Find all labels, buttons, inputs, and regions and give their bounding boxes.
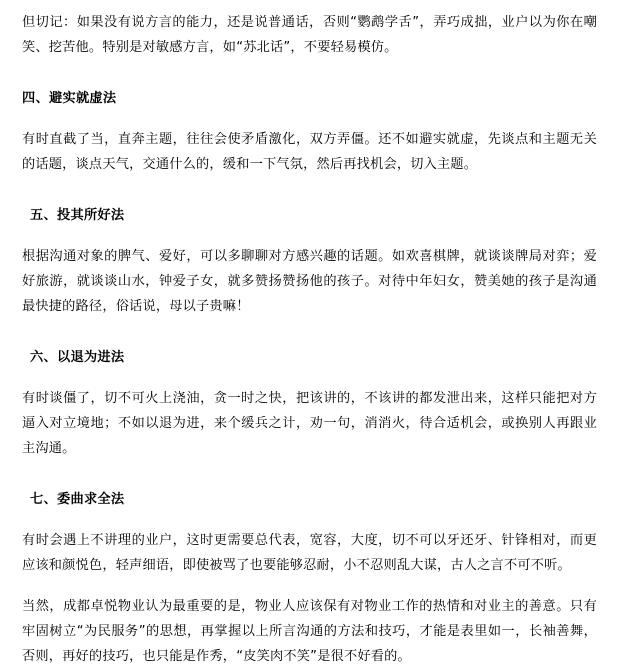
heading-7: 七、委曲求全法 <box>30 492 125 507</box>
paragraph-5: 根据沟通对象的脾气、爱好，可以多聊聊对方感兴趣的话题。如欢喜棋牌，就谈谈牌局对弈；爱好旅游，就谈谈山水，钟爱子女，就多赞扬赞扬他的孩子。对待中年妇女，赞美她的孩子是沟通最快捷的路径，俗话说，母以子贵嘛！ <box>22 249 597 314</box>
spacer <box>22 76 597 86</box>
heading-6: 六、以退为进法 <box>30 350 125 365</box>
heading-4: 四、避实就虚法 <box>22 91 117 106</box>
paragraph-6: 有时谈僵了，切不可火上浇油，贪一时之快，把该讲的，不该讲的都发泄出来，这样只能把对方逼入对立境地；不如以退为进，来个缓兵之计，劝一句，消消火，待合适机会，或换别人再跟业主沟通。 <box>22 391 597 456</box>
intro-paragraph-block <box>22 10 597 60</box>
spacer <box>22 335 597 345</box>
paragraph-6-block <box>22 386 597 461</box>
paragraph-7-block <box>22 528 597 578</box>
closing-paragraph-block <box>22 594 597 669</box>
spacer <box>22 193 597 203</box>
heading-5: 五、投其所好法 <box>30 208 125 223</box>
paragraph-4-block <box>22 127 597 177</box>
spacer <box>22 477 597 487</box>
closing-paragraph: 当然，成都卓悦物业认为最重要的是，物业人应该保有对物业工作的热情和对业主的善意。只有牢固树立“为民服务”的思想，再掌握以上所言沟通的方法和技巧，才能是表里如一，长袖善舞，否则，再好的技巧，也只能是作秀，“皮笑肉不笑”是很不好看的。 <box>22 599 597 664</box>
intro-paragraph: 但切记：如果没有说方言的能力，还是说普通话，否则“鹦鹉学舌”，弄巧成拙，业户以为你在嘲笑、挖苦他。特别是对敏感方言，如“苏北话”，不要轻易模仿。 <box>22 15 597 55</box>
paragraph-7: 有时会遇上不讲理的业户，这时更需要总代表，宽容，大度，切不可以牙还牙、针锋相对，而更应该和颜悦色，轻声细语，即使被骂了也要能够忍耐，小不忍则乱大谋，古人之言不可不听。 <box>22 533 597 573</box>
section-4 <box>22 86 597 111</box>
paragraph-5-block <box>22 244 597 319</box>
section-5 <box>22 203 597 228</box>
section-7 <box>22 487 597 512</box>
paragraph-4: 有时直截了当，直奔主题，往往会使矛盾激化，双方弄僵。还不如避实就虚，先谈点和主题无关的话题，谈点天气，交通什么的，缓和一下气氛，然后再找机会，切入主题。 <box>22 132 597 172</box>
section-6 <box>22 345 597 370</box>
